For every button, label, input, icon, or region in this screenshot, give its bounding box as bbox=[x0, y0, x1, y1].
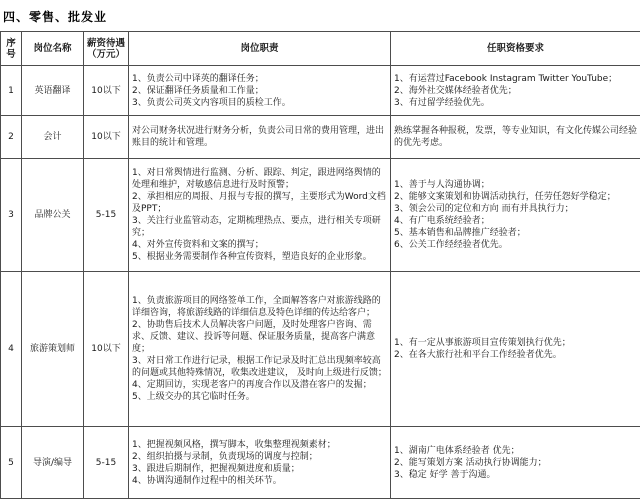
cell-index: 4 bbox=[1, 272, 22, 427]
requirement-line: 1、有运营过Facebook Instagram Twitter YouTube； bbox=[394, 73, 637, 85]
header-salary-line1: 薪资待遇 bbox=[85, 38, 127, 49]
duty-line: 2、协助售后技术人员解决客户问题，及时处理客户咨询、需求、反馈、建议、投诉等问题、保证服务质量，提高客户满意度； bbox=[132, 319, 387, 355]
cell-job-name: 品牌公关 bbox=[22, 159, 84, 272]
requirement-line: 1、善于与人沟通协调； bbox=[394, 179, 637, 191]
duty-line: 5、根据业务需要制作各种宣传资料，塑造良好的企业形象。 bbox=[132, 251, 387, 263]
requirement-line: 2、海外社交媒体经验者优先； bbox=[394, 85, 637, 97]
cell-duties bbox=[129, 66, 391, 116]
cell-salary: 10以下 bbox=[84, 116, 129, 159]
table-body bbox=[1, 66, 640, 499]
cell-requirements bbox=[391, 272, 640, 427]
table-row bbox=[1, 66, 640, 116]
duty-line: 3、对日常工作进行记录，根据工作记录及时汇总出现频率较高的问题或其他特殊情况，收集改进建议， 及时向上级进行反馈； bbox=[132, 355, 387, 379]
header-salary bbox=[84, 32, 129, 66]
duty-line: 1、负责公司中译英的翻译任务； bbox=[132, 73, 387, 85]
table-row bbox=[1, 159, 640, 272]
requirement-line: 1、湖南广电体系经验者 优先； bbox=[394, 445, 637, 457]
duty-line: 4、对外宣传资料和文案的撰写； bbox=[132, 239, 387, 251]
header-job-name: 岗位名称 bbox=[22, 32, 84, 66]
duty-line: 3、跟进后期制作，把握视频进度和质量； bbox=[132, 463, 387, 475]
cell-requirements bbox=[391, 427, 640, 499]
requirement-line: 5、基本销售和品牌推广经验者； bbox=[394, 227, 637, 239]
requirement-line: 3、稳定 好学 善于沟通。 bbox=[394, 469, 637, 481]
duty-line: 1、负责旅游项目的网络签单工作，全面解答客户对旅游线路的详细咨询，将旅游线路的详细信息及特色详细的传达给客户； bbox=[132, 295, 387, 319]
cell-duties bbox=[129, 159, 391, 272]
duty-line: 5、上级交办的其它临时任务。 bbox=[132, 391, 387, 403]
cell-job-name: 会计 bbox=[22, 116, 84, 159]
cell-job-name: 英语翻译 bbox=[22, 66, 84, 116]
cell-salary: 10以下 bbox=[84, 272, 129, 427]
table-row bbox=[1, 272, 640, 427]
duty-line: 3、关注行业监管动态，定期梳理热点、要点，进行相关专项研究； bbox=[132, 215, 387, 239]
cell-duties bbox=[129, 272, 391, 427]
cell-requirements bbox=[391, 116, 640, 159]
cell-index: 2 bbox=[1, 116, 22, 159]
requirement-line: 6、公关工作经经验者优先。 bbox=[394, 239, 637, 251]
requirement-line: 4、有广电系统经验者； bbox=[394, 215, 637, 227]
duty-line: 4、定期回访，实现老客户的再度合作以及潜在客户的发掘； bbox=[132, 379, 387, 391]
table-row bbox=[1, 116, 640, 159]
requirement-line: 1、有一定从事旅游项目宣传策划执行优先； bbox=[394, 337, 637, 349]
page-title: 四、零售、批发业 bbox=[0, 0, 640, 31]
cell-duties bbox=[129, 116, 391, 159]
cell-index: 1 bbox=[1, 66, 22, 116]
table-row bbox=[1, 427, 640, 499]
cell-requirements bbox=[391, 66, 640, 116]
requirement-line: 3、有过留学经验优先。 bbox=[394, 97, 637, 109]
requirement-line: 2、能写策划方案 活动执行协调能力； bbox=[394, 457, 637, 469]
duty-line: 4、协调沟通制作过程中的相关环节。 bbox=[132, 475, 387, 487]
cell-job-name: 导演/编导 bbox=[22, 427, 84, 499]
cell-index: 5 bbox=[1, 427, 22, 499]
cell-requirements bbox=[391, 159, 640, 272]
jobs-table bbox=[0, 31, 640, 499]
duty-line: 2、承担相应的周报、月报与专报的撰写，主要形式为Word文档及PPT； bbox=[132, 191, 387, 215]
requirement-line: 2、在各大旅行社和平台工作经验者优先。 bbox=[394, 349, 637, 361]
requirement-line: 3、领会公司的定位和方向 而有并具执行力； bbox=[394, 203, 637, 215]
header-duties: 岗位职责 bbox=[129, 32, 391, 66]
header-requirements: 任职资格要求 bbox=[391, 32, 640, 66]
duty-line: 对公司财务状况进行财务分析，负责公司日常的费用管理，进出账目的统计和管理。 bbox=[132, 125, 387, 149]
requirement-line: 熟练掌握各种报税，发票，等专业知识，有文化传媒公司经验的优先考虑。 bbox=[394, 125, 637, 149]
duty-line: 1、对日常舆情进行监测、分析、跟踪、判定，跟进网络舆情的处理和维护，对敏感信息进行及时预警； bbox=[132, 167, 387, 191]
cell-duties bbox=[129, 427, 391, 499]
cell-salary: 10以下 bbox=[84, 66, 129, 116]
cell-salary: 5-15 bbox=[84, 159, 129, 272]
header-row bbox=[1, 32, 640, 66]
header-salary-line2: （万元） bbox=[85, 49, 127, 60]
header-index: 序号 bbox=[1, 32, 22, 66]
cell-index: 3 bbox=[1, 159, 22, 272]
duty-line: 2、组织拍摄与录制，负责现场的调度与控制； bbox=[132, 451, 387, 463]
duty-line: 2、保证翻译任务质量和工作量； bbox=[132, 85, 387, 97]
cell-job-name: 旅游策划师 bbox=[22, 272, 84, 427]
cell-salary: 5-15 bbox=[84, 427, 129, 499]
duty-line: 1、把握视频风格，撰写脚本，收集整理视频素材； bbox=[132, 439, 387, 451]
table-header bbox=[1, 32, 640, 66]
duty-line: 3、负责公司英文内容项目的质检工作。 bbox=[132, 97, 387, 109]
requirement-line: 2、能够文案策划和协调活动执行，任劳任怨好学稳定； bbox=[394, 191, 637, 203]
